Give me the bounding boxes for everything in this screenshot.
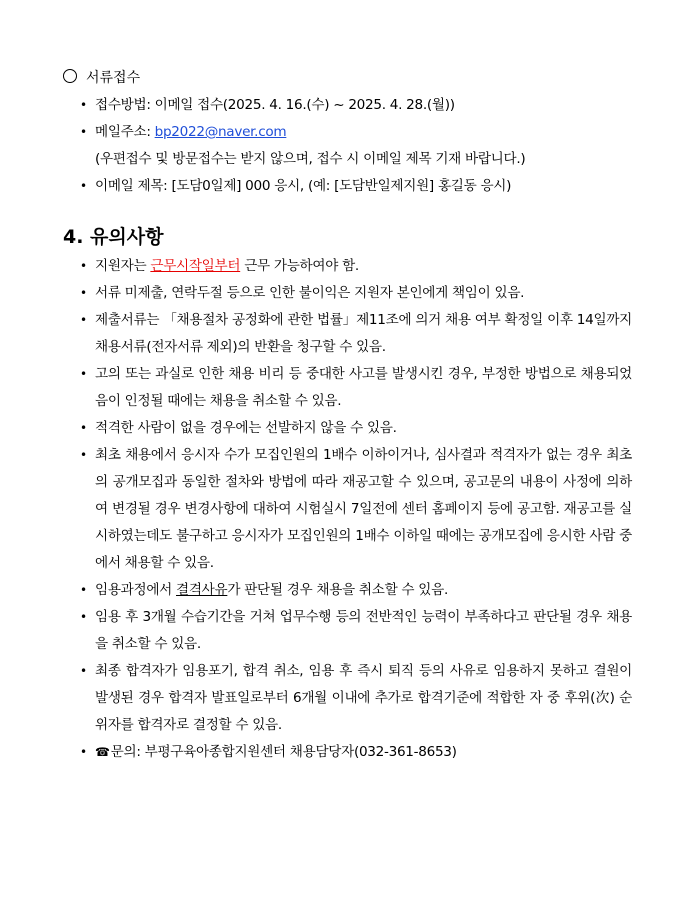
list-item xyxy=(0,253,692,280)
bullet-dot-icon: • xyxy=(80,583,87,597)
section-title: 4. 유의사항 xyxy=(63,226,164,248)
bullet-dot-icon: • xyxy=(80,98,87,112)
bullet-dot-icon: • xyxy=(80,286,87,300)
list-item xyxy=(0,577,692,604)
bullet-dot-icon: • xyxy=(80,664,87,678)
list-item xyxy=(0,119,692,173)
bullet-dot-icon: • xyxy=(80,179,87,193)
bullet-dot-icon: • xyxy=(80,448,87,462)
email-link[interactable]: bp2022@naver.com xyxy=(154,124,287,140)
list-item xyxy=(0,307,692,361)
bullet-dot-icon: • xyxy=(80,313,87,327)
note-text: 고의 또는 과실로 인한 채용 비리 등 중대한 사고를 발생시킨 경우, 부정한 방법으로 채용되었음이 인정될 때에는 채용을 취소할 수 있음. xyxy=(95,366,632,409)
contact-text: 문의: 부평구육아종합지원센터 채용담당자(032-361-8653) xyxy=(110,744,457,760)
circle-outline-icon xyxy=(63,69,77,83)
list-item xyxy=(0,658,692,739)
note-text: 임용 후 3개월 수습기간을 거쳐 업무수행 등의 전반적인 능력이 부족하다고 판단될 경우 채용을 취소할 수 있음. xyxy=(95,609,632,652)
note-text: 임용과정에서 xyxy=(95,582,177,598)
note-text: 가 판단될 경우 채용을 취소할 수 있음. xyxy=(227,582,448,598)
note-text: 최종 합격자가 임용포기, 합격 취소, 임용 후 즉시 퇴직 등의 사유로 임용하지 못하고 결원이 발생된 경우 합격자 발표일로부터 6개월 이내에 추가로 합격기준에 적합한 자 중 후위(次) 순위자를 합격자로 결정할 수 있음. xyxy=(95,663,632,733)
note-text: 적격한 사람이 없을 경우에는 선발하지 않을 수 있음. xyxy=(95,420,397,436)
receipt-method: 접수방법: 이메일 접수(2025. 4. 16.(수) ~ 2025. 4. 28.(월)) xyxy=(95,97,455,113)
list-item xyxy=(0,92,692,119)
bullet-dot-icon: • xyxy=(80,610,87,624)
note-text: 근무 가능하여야 함. xyxy=(240,258,359,274)
list-item xyxy=(0,361,692,415)
list-item xyxy=(0,739,692,766)
underlined-term: 결격사유 xyxy=(176,582,228,598)
receipt-heading xyxy=(63,69,140,87)
note-text: 제출서류는 「채용절차 공정화에 관한 법률」제11조에 의거 채용 여부 확정일 이후 14일까지 채용서류(전자서류 제외)의 반환을 청구할 수 있음. xyxy=(95,312,632,355)
notes-list xyxy=(0,253,692,766)
list-item xyxy=(0,415,692,442)
email-note: (우편접수 및 방문접수는 받지 않으며, 접수 시 이메일 제목 기재 바랍니다.) xyxy=(95,151,526,167)
bullet-dot-icon: • xyxy=(80,745,87,759)
email-label: 메일주소: xyxy=(95,124,155,140)
receipt-list xyxy=(0,92,692,200)
telephone-icon: ☎ xyxy=(95,745,110,759)
bullet-dot-icon: • xyxy=(80,259,87,273)
highlight-start-date: 근무시작일부터 xyxy=(150,258,241,274)
note-text: 최초 채용에서 응시자 수가 모집인원의 1배수 이하이거나, 심사결과 적격자가 없는 경우 최초의 공개모집과 동일한 절차와 방법에 따라 재공고할 수 있으며, 공고문의 내용이 사정에 의하여 변경될 경우 변경사항에 대하여 시험실시 7일전에 센터 홈페이지 등에 공고함. 재공고를 실시하였는데도 불구하고 응시자가 모집인원의 1배수 이하일 때에는 공개모집에 응시한 사람 중에서 채용할 수 있음. xyxy=(95,447,632,571)
list-item xyxy=(0,173,692,200)
list-item xyxy=(0,280,692,307)
bullet-dot-icon: • xyxy=(80,125,87,139)
bullet-dot-icon: • xyxy=(80,367,87,381)
note-text: 서류 미제출, 연락두절 등으로 인한 불이익은 지원자 본인에게 책임이 있음. xyxy=(95,285,525,301)
email-subject: 이메일 제목: [도담0일제] 000 응시, (예: [도담반일제지원] 홍길동 응시) xyxy=(95,178,512,194)
list-item xyxy=(0,442,692,577)
note-text: 지원자는 xyxy=(95,258,151,274)
bullet-dot-icon: • xyxy=(80,421,87,435)
receipt-heading-text: 서류접수 xyxy=(86,70,141,86)
list-item xyxy=(0,604,692,658)
